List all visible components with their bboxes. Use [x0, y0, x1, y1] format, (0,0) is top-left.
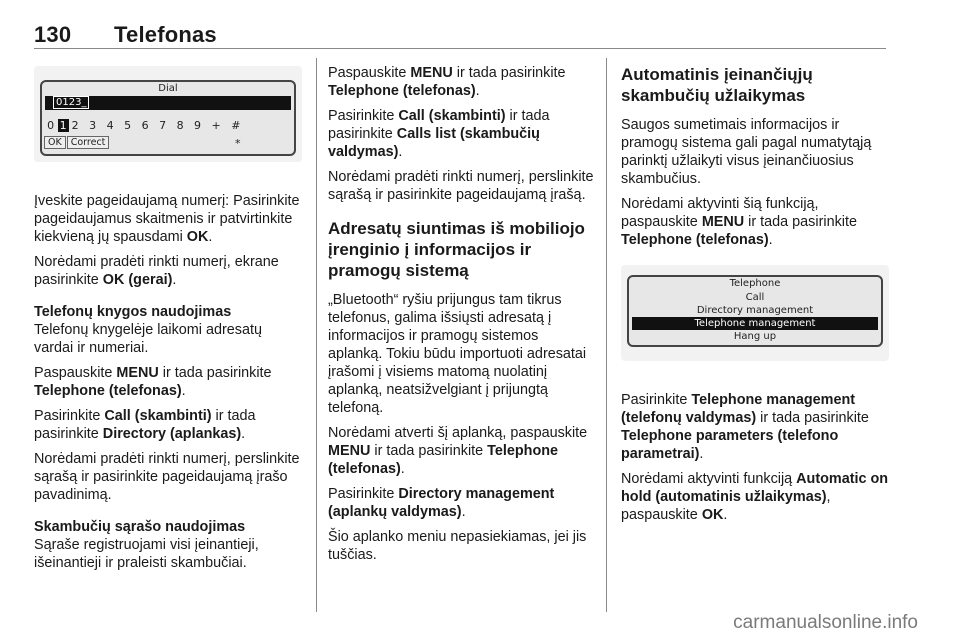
- page-header: [34, 22, 217, 48]
- dial-screen: [40, 80, 296, 156]
- paragraph: Pasirinkite Call (skambinti) ir tada pasirinkite Directory (aplankas).: [34, 408, 256, 442]
- column-2: [328, 64, 596, 571]
- paragraph: Saugos sumetimais informacijos ir pramogų sistema gali pagal numatytąją parinktį užlaikyti visus įeinančiuosius skambučius.: [621, 117, 872, 187]
- paragraph: Norėdami pradėti rinkti numerį, perslinkite sąrašą ir pasirinkite pageidaujamą įrašo pavadinimą.: [34, 451, 300, 503]
- paragraph: Sąraše registruojami visi įeinantieji, išeinantieji ir praleisti skambučiai.: [34, 537, 259, 571]
- paragraph: Norėdami aktyvinti funkciją Automatic on hold (automatinis užlaikymas), paspauskite OK.: [621, 471, 889, 523]
- paragraph: Pasirinkite Call (skambinti) ir tada pasirinkite Calls list (skambučių valdymas).: [328, 108, 550, 160]
- dial-correct-button: Correct: [67, 136, 110, 149]
- dial-entry-bar: [45, 96, 291, 110]
- page-number: 130: [34, 22, 72, 47]
- section-heading: Telefonų knygos naudojimas: [34, 304, 232, 320]
- column-1: [34, 66, 302, 579]
- paragraph: Pasirinkite Telephone management (telefonų valdymas) ir tada pasirinkite Telephone parameters (telefono parametrai).: [621, 392, 869, 462]
- column-divider-2: [606, 58, 607, 612]
- section-heading: Automatinis įeinančiųjų skambučių užlaikymas: [621, 65, 813, 105]
- section-heading: Skambučių sąrašo naudojimas: [34, 519, 246, 535]
- paragraph: Norėdami aktyvinti šią funkciją, paspauskite MENU ir tada pasirinkite Telephone (telefonas).: [621, 196, 857, 248]
- page-title: Telefonas: [114, 22, 217, 47]
- paragraph: Paspauskite MENU ir tada pasirinkite Telephone (telefonas).: [328, 65, 566, 99]
- dial-screen-title: Dial: [158, 83, 178, 94]
- paragraph: Norėdami atverti šį aplanką, paspauskite MENU ir tada pasirinkite Telephone (telefonas).: [328, 425, 588, 477]
- section-heading: Adresatų siuntimas iš mobiliojo įrenginio į informacijos ir pramogų sistemą: [328, 219, 585, 280]
- menu-item-directory: Directory management: [696, 305, 814, 316]
- digit-selected: 1: [59, 119, 67, 132]
- dial-ok-button: OK: [44, 136, 66, 149]
- paragraph: Paspauskite MENU ir tada pasirinkite Telephone (telefonas).: [34, 365, 272, 399]
- telephone-menu-screen: [627, 275, 883, 347]
- dial-screen-figure: [34, 66, 302, 162]
- watermark: carmanualsonline.info: [733, 612, 918, 633]
- paragraph: Norėdami pradėti rinkti numerį, ekrane pasirinkite OK (gerai).: [34, 254, 279, 288]
- column-divider-1: [316, 58, 317, 612]
- paragraph: Norėdami pradėti rinkti numerį, perslinkite sąrašą ir pasirinkite pageidaujamą įrašą.: [328, 169, 594, 203]
- paragraph: „Bluetooth“ ryšiu prijungus tam tikrus telefonus, galima išsiųsti adresatą į informacijos ir pramogų sistemos aplanką. Tokiu būdu importuoti adresatai įrašomi į visiems matomą nuolatinį aplanką, neatsižvelgiant į prijungtą telefoną.: [328, 292, 587, 416]
- column-3: [621, 64, 889, 531]
- dial-buttons: [44, 134, 110, 152]
- telephone-menu-figure: [621, 265, 889, 361]
- menu-item-hang-up: Hang up: [733, 331, 777, 342]
- paragraph: Telefonų knygelėje laikomi adresatų vardai ir numeriai.: [34, 322, 262, 356]
- header-rule: [34, 48, 886, 49]
- menu-item-telephone-management: Telephone management: [632, 317, 878, 330]
- digits-rest: 2 3 4 5 6 7 8 9 + # *: [71, 119, 244, 150]
- paragraph: Šio aplanko meniu nepasiekiamas, jei jis tuščias.: [328, 529, 587, 563]
- menu-item-call: Call: [745, 292, 765, 303]
- digit-zero: 0: [47, 119, 58, 132]
- dial-entry-value: 0123_: [53, 96, 89, 109]
- paragraph: Pasirinkite Directory management (aplankų valdymas).: [328, 486, 555, 520]
- menu-title: Telephone: [729, 278, 781, 289]
- paragraph: Įveskite pageidaujamą numerį: Pasirinkite pageidaujamus skaitmenis ir patvirtinkite kiekvieną jų spausdami OK.: [34, 193, 300, 245]
